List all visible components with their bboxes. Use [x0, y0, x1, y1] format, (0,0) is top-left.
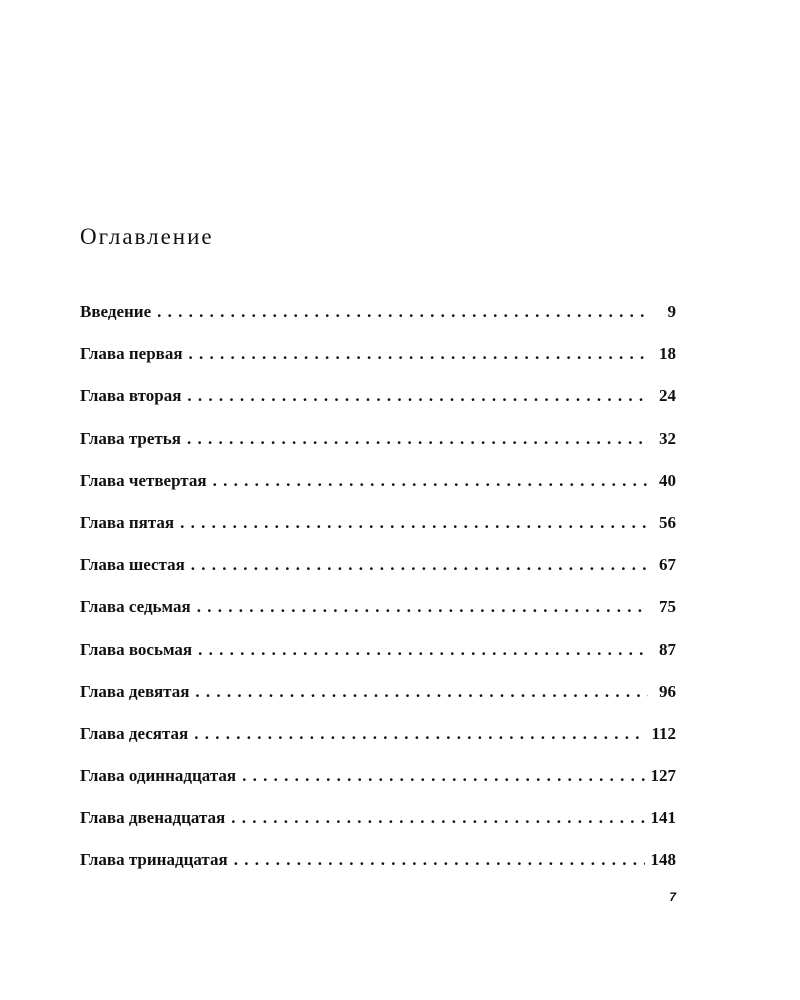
- page-number: 7: [669, 890, 676, 904]
- toc-dot-leader: [157, 302, 648, 322]
- toc-dot-leader: [191, 555, 648, 575]
- toc-dot-leader: [231, 808, 644, 828]
- toc-dot-leader: [187, 386, 648, 406]
- toc-dot-leader: [180, 513, 648, 533]
- toc-dot-leader: [189, 344, 648, 364]
- toc-dot-leader: [187, 429, 648, 449]
- toc-entry[interactable]: [80, 850, 676, 892]
- toc-entry[interactable]: [80, 808, 676, 850]
- toc-entry-label: Глава тринадцатая: [80, 850, 228, 870]
- toc-entry-page: 67: [659, 555, 676, 575]
- toc-entry[interactable]: [80, 429, 676, 471]
- toc-entry-page: 32: [659, 428, 676, 448]
- toc-entry[interactable]: [80, 555, 676, 597]
- toc-entry[interactable]: [80, 344, 676, 386]
- toc-entry[interactable]: [80, 682, 676, 724]
- toc-entry[interactable]: [80, 640, 676, 682]
- toc-entry-label: Глава третья: [80, 428, 181, 448]
- toc-entry[interactable]: [80, 597, 676, 639]
- toc-entry-label: Глава шестая: [80, 555, 185, 575]
- toc-entry-page: 40: [659, 470, 676, 490]
- toc-entry-label: Глава одиннадцатая: [80, 766, 237, 786]
- toc-entry-label: Глава девятая: [80, 681, 190, 701]
- toc-entry-page: 112: [651, 723, 676, 743]
- toc-entry-label: Глава восьмая: [80, 639, 193, 659]
- toc-dot-leader: [198, 640, 648, 660]
- toc-dot-leader: [242, 766, 644, 786]
- toc-entry-page: 18: [659, 344, 676, 364]
- toc-dot-leader: [213, 471, 648, 491]
- toc-entry-label: Глава пятая: [80, 512, 175, 532]
- toc-entry[interactable]: [80, 386, 676, 428]
- toc-entry[interactable]: [80, 724, 676, 766]
- toc-entry[interactable]: [80, 513, 676, 555]
- toc-entry[interactable]: [80, 302, 676, 344]
- toc-entry[interactable]: [80, 471, 676, 513]
- toc-list: [80, 302, 676, 893]
- toc-title: Оглавление: [80, 224, 214, 249]
- toc-entry-page: 148: [650, 850, 676, 870]
- toc-entry-page: 75: [659, 597, 676, 617]
- toc-entry-page: 141: [650, 808, 676, 828]
- toc-entry-label: Глава вторая: [80, 386, 182, 406]
- toc-entry-page: 127: [650, 766, 676, 786]
- toc-entry-page: 87: [659, 639, 676, 659]
- toc-entry-page: 9: [667, 302, 676, 321]
- toc-entry-page: 56: [659, 512, 676, 532]
- toc-entry-label: Глава первая: [80, 344, 183, 364]
- toc-entry-page: 24: [659, 386, 676, 406]
- toc-entry-label: Глава двенадцатая: [80, 808, 226, 828]
- toc-entry-page: 96: [659, 681, 676, 701]
- toc-entry-label: Глава четвертая: [80, 470, 207, 490]
- toc-dot-leader: [197, 597, 648, 617]
- toc-entry-label: Глава седьмая: [80, 597, 191, 617]
- toc-dot-leader: [194, 724, 645, 744]
- toc-dot-leader: [195, 682, 648, 702]
- toc-entry[interactable]: [80, 766, 676, 808]
- toc-entry-label: Глава десятая: [80, 723, 189, 743]
- toc-dot-leader: [234, 850, 645, 870]
- toc-entry-label: Введение: [80, 302, 152, 321]
